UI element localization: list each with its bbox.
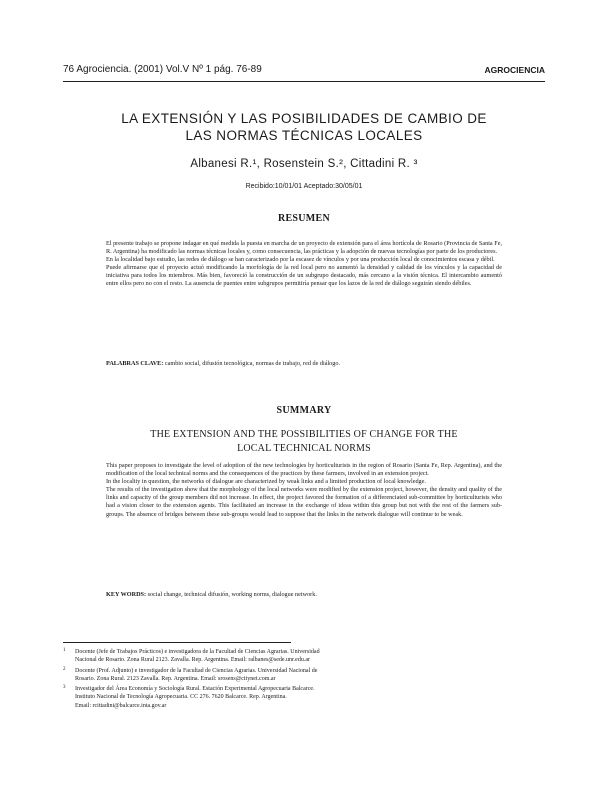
header-rule (63, 81, 545, 82)
footnote-mark: 1 (63, 648, 66, 653)
footnote-line: Investigador del Área Economía y Sociología Rural. Estación Experimental Agropecuaria Balcarce. (75, 686, 315, 693)
received-accepted-dates: Recibido:10/01/01 Aceptado:30/05/01 (245, 183, 363, 190)
summary-paragraph: In the locality in question, the networks of dialogue are characterized by weak links and a limited production of local knowledge. (106, 478, 426, 486)
footnote-line: Docente (Jefe de Trabajos Prácticos) e investigadora de la Facultad de Ciencias Agrarias. Universidad (75, 649, 320, 655)
palabras-clave-text: cambio social, difusión tecnológica, normas de trabajo, red de diálogo. (163, 360, 340, 367)
footnotes (63, 648, 463, 712)
key-words-text: social change, technical difusión, working norms, dialogue network. (146, 591, 317, 598)
resumen-paragraph: En la localidad bajo estudio, las redes de diálogo se han caracterizado por la escasez de vínculos y por una producción local de conocimientos escasa y débil. (106, 256, 495, 264)
footnote-line: Rosario. Zona Rural. 2123 Zavalla. Rep. Argentina. Email: srosens@citynet.com.ar (75, 675, 276, 682)
summary-heading: SUMMARY (276, 405, 332, 416)
footnote-line: Nacional de Rosario. Zona Rural 2123. Zavalla. Rep. Argentina. Email: ralbanes@sede.unr.edu.ar (75, 657, 311, 664)
key-words-label: KEY WORDS: (106, 591, 147, 598)
footnote-line: Docente (Prof. Adjunto) e investigador de la Facultad de Ciencias Agrarias. Universidad Nacional de (75, 667, 318, 674)
journal-citation: 76 Agrociencia. (2001) Vol.V Nº 1 pág. 76-89 (63, 64, 262, 75)
resumen-heading: RESUMEN (277, 213, 331, 224)
running-header (63, 64, 545, 80)
resumen-body (106, 240, 502, 289)
article-title (63, 110, 545, 144)
english-title (63, 428, 545, 456)
palabras-clave (106, 360, 502, 368)
authors: Albanesi R.¹, Rosenstein S.², Cittadini R. ³ (190, 158, 418, 170)
key-words (106, 591, 502, 599)
footnote-rule (63, 642, 291, 643)
footnote-3 (63, 685, 463, 710)
resumen-paragraph: El presente trabajo se propone indagar en qué medida la puesta en marcha de un proyecto de extensión para el área hortícola de Rosario (Provincia de Santa Fe, R. Argentina) ha modificado las normas técnicas locales y, como consecuencia, las prácticas y la adopción de nuevas tecnologías por parte de los productores. (106, 240, 502, 256)
footnote-mark: 2 (63, 666, 66, 672)
summary-body (106, 462, 502, 519)
summary-paragraph: This paper proposes to investigate the level of adoption of the new technologies by horticulturists in the region of Rosario (Santa Fe, Rep. Argentina), and the modification of the local technical norms and the consequences of the practices by these farmers, involved in an extension project. (106, 462, 502, 478)
footnote-line: Instituto Nacional de Tecnología Agropecuaria. CC 276. 7620 Balcarce. Rep. Argentina. (75, 694, 287, 701)
summary-paragraph: The results of the investigation show that the morphology of the local networks were modified by the extension project, however, the density and quality of the links and capacity of the group members did not increase. In effect, the project favored the formation of a differenciated sub-committee by horticulturists who had a vision closer to the extension agents. This facilitated an increase in the exchange of ideas within this group but not with the rest of the farmers sub-groups. The absence of bridges between these sub-groups would lead to suppose that the links in the network dialogue will continue to be weak. (106, 486, 502, 518)
english-title-line: LOCAL TECHNICAL NORMS (237, 443, 371, 454)
footnote-1 (63, 648, 463, 665)
footnote-line: Email: rcittadini@balcarce.inta.gov.ar (75, 702, 167, 709)
resumen-paragraph: Puede afirmarse que el proyecto actuó modificando la morfología de la red local pero no aumentó la densidad y calidad de los vínculos y la capacidad de iniciativa para todos los miembros. Más bien, favoreció la construcción de un subgrupo destacado, más cercano a la visión técnica. El intercambio aumentó entre ellos pero no con el resto. La ausencia de puentes entre subgrupos permitiría pensar que los lazos de la red de diálogo seguirán siendo débiles. (106, 264, 502, 288)
palabras-clave-label: PALABRAS CLAVE: (106, 360, 164, 367)
article-title-line: LA EXTENSIÓN Y LAS POSIBILIDADES DE CAMBIO DE (121, 111, 487, 126)
footnote-mark: 3 (63, 685, 66, 691)
journal-brand: AGROCIENCIA (484, 65, 545, 75)
footnote-2 (63, 667, 463, 684)
english-title-line: THE EXTENSION AND THE POSSIBILITIES OF CHANGE FOR THE (150, 429, 458, 440)
article-title-line: LAS NORMAS TÉCNICAS LOCALES (185, 128, 423, 143)
